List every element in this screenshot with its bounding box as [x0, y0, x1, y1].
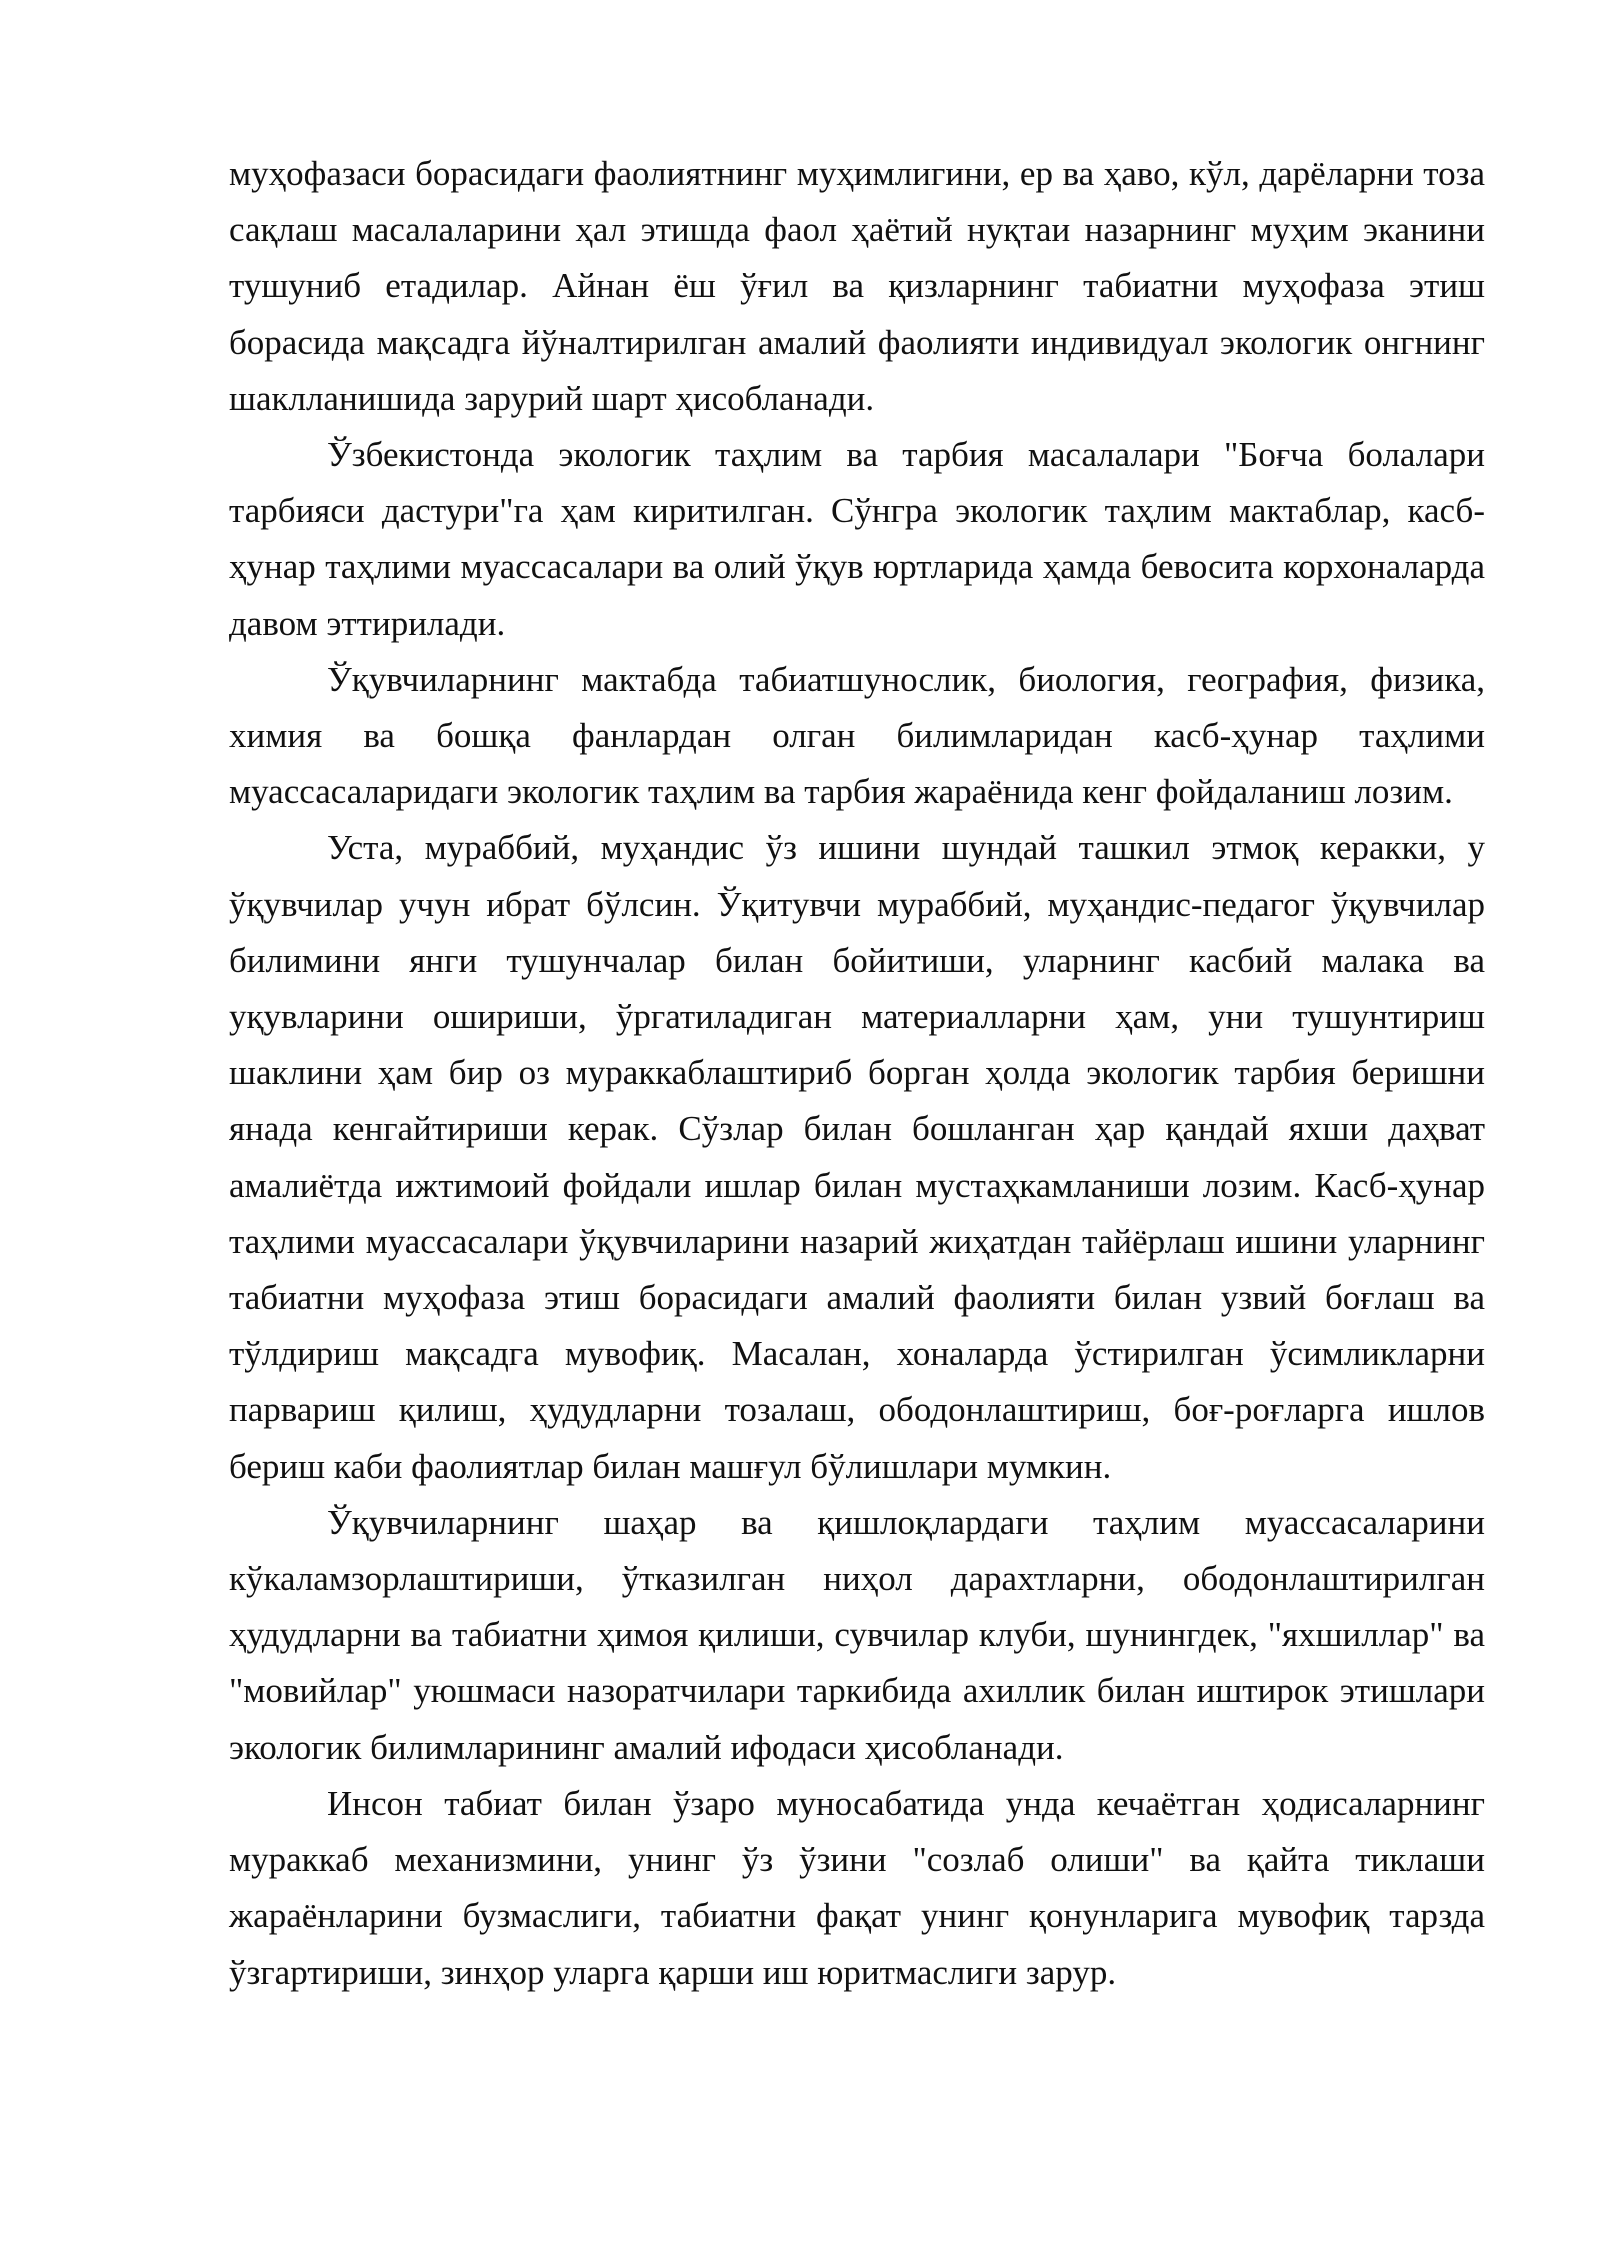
paragraph-3: Ўқувчиларнинг мактабда табиатшунослик, биология, география, физика, химия ва бошқа фанлардан олган билимларидан касб-ҳунар таҳлими муассасаларидаги экологик таҳлим ва тарбия жараёнида кенг фойдаланиш лозим. [229, 659, 1485, 812]
paragraph-6: Инсон табиат билан ўзаро муносабатида унда кечаётган ҳодисаларнинг мураккаб механизмини, унинг ўз ўзини "созлаб олиши" ва қайта тиклаши жараёнларини бузмаслиги, табиатни фақат унинг қонунларига мувофиқ тарзда ўзгартириши, зинҳор уларга қарши иш юритмаслиги заруp. [229, 1783, 1485, 1992]
paragraph-4: Уста, мураббий, муҳандис ўз ишини шундай ташкил этмоқ керакки, у ўқувчилар учун ибрат бўлсин. Ўқитувчи мураббий, муҳандис-педагог ўқувчилар билимини янги тушунчалар билан бойитиши, уларнинг касбий малака ва уқувларини ошириши, ўргатиладиган материалларни ҳам, уни тушунтириш шаклини ҳам бир оз мураккаблаштириб борган ҳолда экологик тарбия беришни янада кенгайтириши керак. Сўзлар билан бошланган ҳар қандай яхши даҳват амалиётда ижтимоий фойдали ишлар билан мустаҳкамланиши лозим. Касб-ҳунар таҳлими муассасалари ўқувчиларини назарий жиҳатдан тайёрлаш ишини уларнинг табиатни муҳофаза этиш борасидаги амалий фаолияти билан узвий боғлаш ва тўлдириш мақсадга мувофиқ. Масалан, хоналарда ўстирилган ўсимликларни парвариш қилиш, ҳудудларни тозалаш, ободонлаштириш, боғ-роғларга ишлов бериш каби фаолиятлар билан машғул бўлишлари мумкин. [229, 828, 1485, 1486]
paragraph-5: Ўқувчиларнинг шаҳар ва қишлоқлардаги таҳлим муассасаларини кўкаламзорлаштириши, ўтказилган ниҳол дарахтларни, ободонлаштирилган ҳудудларни ва табиатни ҳимоя қилиши, сувчилар клуби, шунингдек, "яхшиллар" ва "мовийлар" уюшмаси назоратчилари таркибида ахиллик билан иштирок этишлари экологик билимларининг амалий ифодаси ҳисобланади. [229, 1502, 1485, 1767]
paragraph-1: муҳофазаси борасидаги фаолиятнинг муҳимлигини, ер ва ҳаво, кўл, дарёларни тоза сақлаш масалаларини ҳал этишда фаол ҳаётий нуқтаи назарнинг муҳим эканини тушуниб етадилар. Айнан ёш ўғил ва қизларнинг табиатни муҳофаза этиш борасида мақсадга йўналтирилган амалий фаолияти индивидуал экологик онгнинг шаклланишида зарурий шарт ҳисобланади. [229, 154, 1485, 418]
paragraph-2: Ўзбекистонда экологик таҳлим ва тарбия масалалари "Боғча болалари тарбияси дастури"га ҳам киритилган. Сўнгра экологик таҳлим мактаблар, касб-ҳунар таҳлими муассасалари ва олий ўқув юртларида ҳамда бевосита корхоналарда давом эттирилади. [229, 435, 1485, 643]
document-body [229, 146, 1485, 2001]
